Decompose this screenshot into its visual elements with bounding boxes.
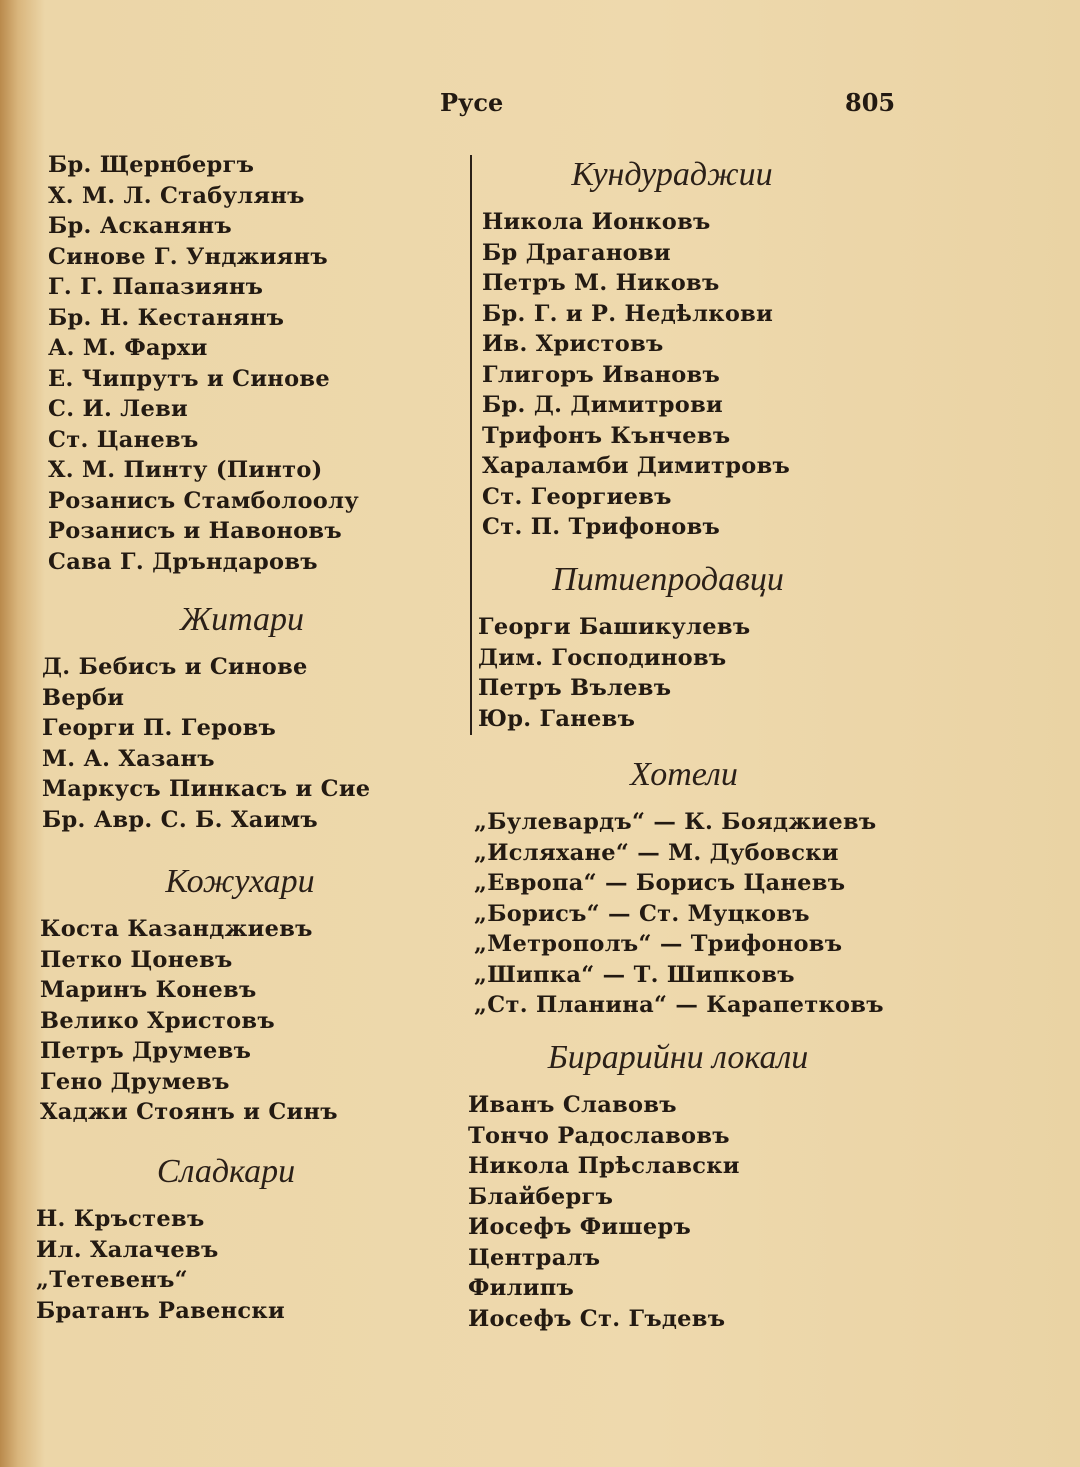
directory-entry: Сава Г. Дръндаровъ [48,548,318,575]
directory-entry: Юр. Ганевъ [478,705,636,732]
section-birariyni-lokali [468,1038,888,1334]
section-hoteli [474,755,894,1021]
directory-entry: Хараламби Димитровъ [482,453,791,479]
column-divider [470,155,472,735]
directory-entry: Бр. Г. и Р. Недѣлкови [482,300,774,327]
page-number: 805 [845,88,896,117]
directory-entry: Блайбергъ [468,1183,614,1210]
left-top-list [48,150,448,577]
directory-entry: Ст. Цаневъ [48,426,199,453]
directory-entry: Петръ Вълевъ [478,675,672,701]
directory-entry: Хаджи Стоянъ и Синъ [40,1099,338,1125]
directory-entry: Х. М. Л. Стабулянъ [48,182,305,209]
directory-entry: „Булевардъ“ — К. Бояджиевъ [474,809,877,835]
directory-entry: Ил. Халачевъ [36,1236,219,1263]
section-heading: Бирарийни локали [547,1039,809,1076]
directory-entry: „Исляхане“ — М. Дубовски [474,839,839,866]
directory-entry: Иосефъ Фишеръ [468,1214,692,1240]
directory-entry: Н. Кръстевъ [36,1206,205,1232]
directory-entry: Никола Ионковъ [482,209,711,235]
directory-entry: Маринъ Коневъ [40,977,257,1003]
directory-entry: Бр. Д. Димитрови [482,392,724,418]
directory-entry: Глигоръ Ивановъ [482,361,721,388]
directory-entry: Дим. Господиновъ [478,644,727,671]
directory-entry: Розанисъ Стамболоолу [48,487,359,514]
directory-entry: Розанисъ и Навоновъ [48,518,342,544]
directory-entry: Трифонъ Кънчевъ [482,422,731,449]
directory-entry: Бр. Авр. С. Б. Хаимъ [42,806,318,833]
directory-entry: Ст. П. Трифоновъ [482,514,721,540]
directory-entry: Георги Башикулевъ [478,614,751,640]
directory-entry: Петко Цоневъ [40,946,233,973]
section-heading: Сладкари [156,1153,296,1190]
section-heading: Кожухари [165,863,315,900]
section-heading: Житари [179,601,305,638]
directory-entry: „Шипка“ — Т. Шипковъ [474,961,795,988]
section-zhitari [42,600,442,835]
directory-entry: Бр. Н. Кестанянъ [48,304,285,331]
directory-entry: Д. Бебисъ и Синове [42,654,308,680]
directory-entry: Тончо Радославовъ [468,1122,730,1149]
directory-entry: Иванъ Славовъ [468,1092,677,1118]
directory-entry: Ив. Христовъ [482,331,664,357]
running-title: Русе [440,88,504,117]
directory-entry: Филипъ [468,1275,575,1301]
directory-entry: М. А. Хазанъ [42,745,215,772]
section-kunduradzhii [482,155,862,543]
directory-entry: С. И. Леви [48,396,189,422]
directory-entry: „Метрополъ“ — Трифоновъ [474,931,843,957]
directory-entry: А. М. Фархи [48,335,208,361]
directory-entry: Гено Друмевъ [40,1068,230,1095]
directory-entry: Верби [42,684,125,711]
directory-entry: „Тетевенъ“ [36,1267,188,1293]
directory-entry: Централъ [468,1244,601,1271]
directory-entry: Никола Прѣславски [468,1153,740,1179]
directory-entry: Иосефъ Ст. Гъдевъ [468,1305,726,1332]
section-pitieprodavtsi [478,560,858,734]
section-heading: Хотели [630,756,738,793]
directory-entry: Велико Христовъ [40,1007,275,1034]
section-kozhuhari [40,862,440,1128]
directory-entry: Петръ Друмевъ [40,1038,252,1064]
directory-entry: „Европа“ — Борисъ Цаневъ [474,870,846,896]
section-sladkari [36,1152,416,1326]
directory-entry: „Борисъ“ — Ст. Муцковъ [474,900,810,927]
directory-entry: Х. М. Пинту (Пинто) [48,457,323,483]
directory-entry: Ст. Георгиевъ [482,483,672,510]
directory-entry: Георги П. Геровъ [42,715,277,741]
directory-entry: Е. Чипрутъ и Синове [48,365,330,392]
directory-entry: Синове Г. Унджиянъ [48,243,328,270]
section-heading: Питиепродавци [552,561,784,598]
directory-entry: Петръ М. Никовъ [482,270,720,296]
directory-entry: Бр. Асканянъ [48,213,232,239]
section-heading: Кундураджии [571,156,773,193]
directory-entry: Г. Г. Папазиянъ [48,274,264,300]
directory-entry: Бр. Щернбергъ [48,152,255,178]
directory-entry: Бр Драганови [482,239,671,266]
directory-entry: Братанъ Равенски [36,1297,285,1324]
directory-entry: „Ст. Планина“ — Карапетковъ [474,992,884,1018]
directory-entry: Маркусъ Пинкасъ и Сие [42,776,371,802]
directory-entry: Коста Казанджиевъ [40,916,313,942]
